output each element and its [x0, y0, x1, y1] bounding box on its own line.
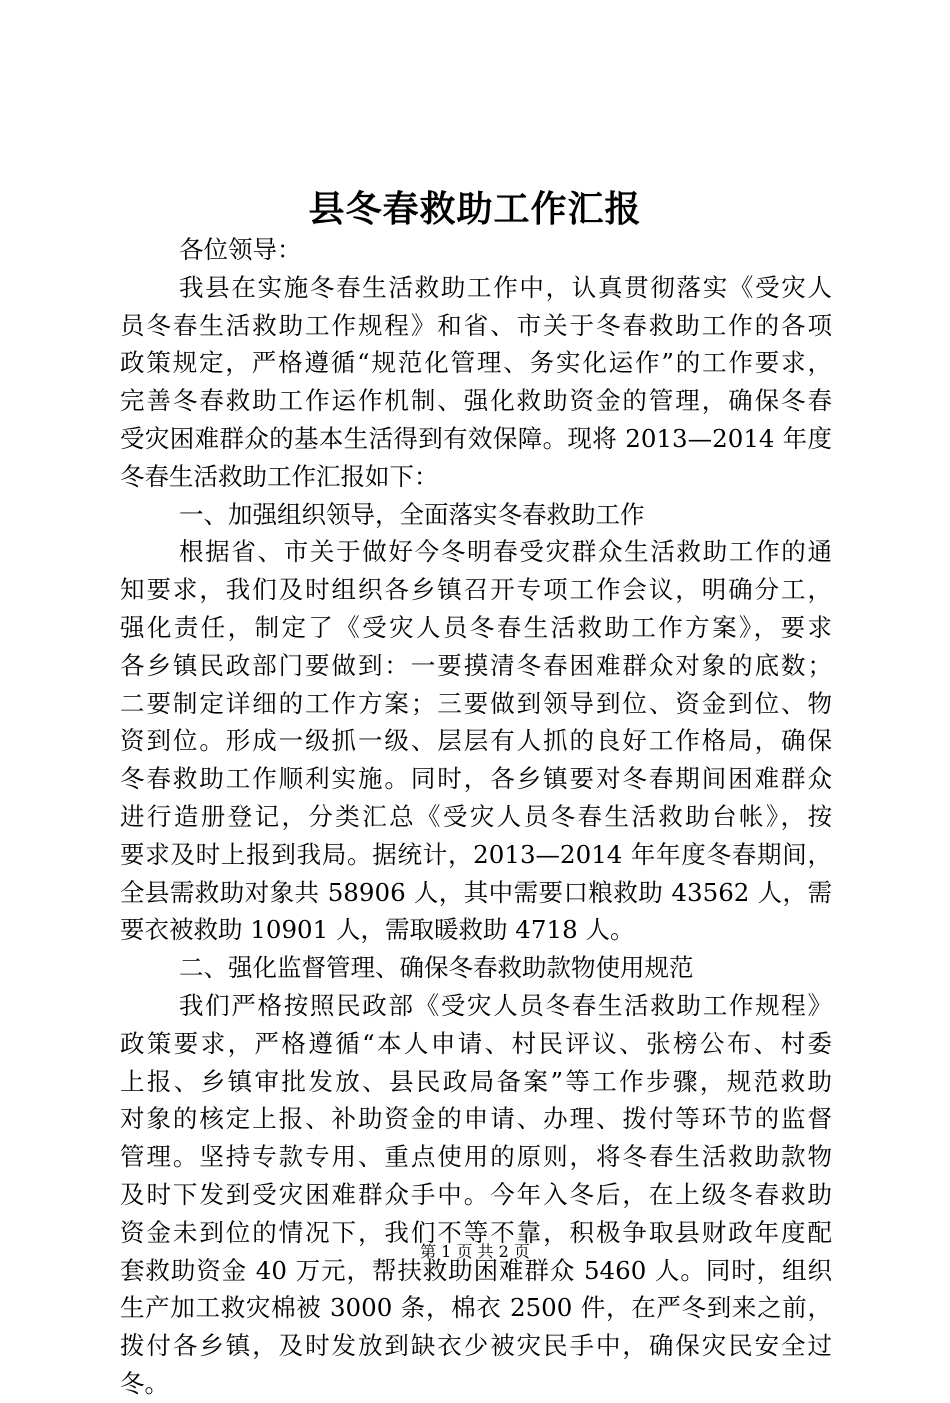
body-line: 拨付各乡镇，及时发放到缺衣少被灾民手中，确保灾民安全过: [120, 1331, 832, 1361]
body-line: 资金未到位的情况下，我们不等不靠，积极争取县财政年度配: [120, 1217, 832, 1247]
document-title: 县冬春救助工作汇报: [308, 188, 642, 230]
body-line: 上报、乡镇审批发放、县民政局备案”等工作步骤，规范救助: [120, 1066, 832, 1096]
body-line: 冬春生活救助工作汇报如下：: [120, 461, 439, 491]
body-line: 冬春救助工作顺利实施。同时，各乡镇要对冬春期间困难群众: [120, 764, 832, 794]
salutation: 各位领导：: [179, 235, 302, 264]
body-line: 进行造册登记，分类汇总《受灾人员冬春生活救助台帐》，按: [120, 801, 832, 831]
section-heading-1: 一、加强组织领导，全面落实冬春救助工作: [179, 499, 645, 529]
page-footer: 第 1 页 共 2 页: [420, 1242, 530, 1261]
section-heading-2: 二、强化监督管理、确保冬春救助款物使用规范: [179, 953, 694, 983]
body-line: 对象的核定上报、补助资金的申请、办理、拨付等环节的监督: [120, 1104, 832, 1134]
body-line: 根据省、市关于做好今冬明春受灾群众生活救助工作的通: [179, 537, 832, 567]
body-line: 管理。坚持专款专用、重点使用的原则，将冬春生活救助款物: [120, 1142, 832, 1172]
body-line: 政策规定，严格遵循“规范化管理、务实化运作”的工作要求，: [120, 348, 832, 378]
body-line: 员冬春生活救助工作规程》和省、市关于冬春救助工作的各项: [120, 310, 832, 340]
body-line: 套救助资金 40 万元，帮扶救助困难群众 5460 人。同时，组织: [120, 1255, 832, 1285]
body-line: 强化责任，制定了《受灾人员冬春生活救助工作方案》，要求: [120, 612, 832, 642]
body-line: 受灾困难群众的基本生活得到有效保障。现将 2013—2014 年度: [120, 423, 832, 453]
document-body: [120, 231, 832, 1403]
body-line: 生产加工救灾棉被 3000 条，棉衣 2500 件，在严冬到来之前，: [120, 1293, 832, 1323]
body-line: 要衣被救助 10901 人，需取暖救助 4718 人。: [120, 915, 635, 945]
body-line: 我县在实施冬春生活救助工作中，认真贯彻落实《受灾人: [179, 272, 832, 302]
body-line: 冬。: [120, 1368, 169, 1398]
body-line: 知要求，我们及时组织各乡镇召开专项工作会议，明确分工，: [120, 575, 832, 605]
body-line: 我们严格按照民政部《受灾人员冬春生活救助工作规程》: [179, 990, 832, 1020]
body-line: 全县需救助对象共 58906 人，其中需要口粮救助 43562 人，需: [120, 877, 832, 907]
body-line: 及时下发到受灾困难群众手中。今年入冬后，在上级冬春救助: [120, 1179, 832, 1209]
body-line: 各乡镇民政部门要做到：一要摸清冬春困难群众对象的底数；: [120, 650, 832, 680]
body-line: 二要制定详细的工作方案；三要做到领导到位、资金到位、物: [120, 688, 832, 718]
body-line: 资到位。形成一级抓一级、层层有人抓的良好工作格局，确保: [120, 726, 832, 756]
body-line: 完善冬春救助工作运作机制、强化救助资金的管理，确保冬春: [120, 386, 832, 416]
body-line: 政策要求，严格遵循“本人申请、村民评议、张榜公布、村委: [120, 1028, 832, 1058]
body-line: 要求及时上报到我局。据统计，2013—2014 年年度冬春期间，: [120, 839, 832, 869]
